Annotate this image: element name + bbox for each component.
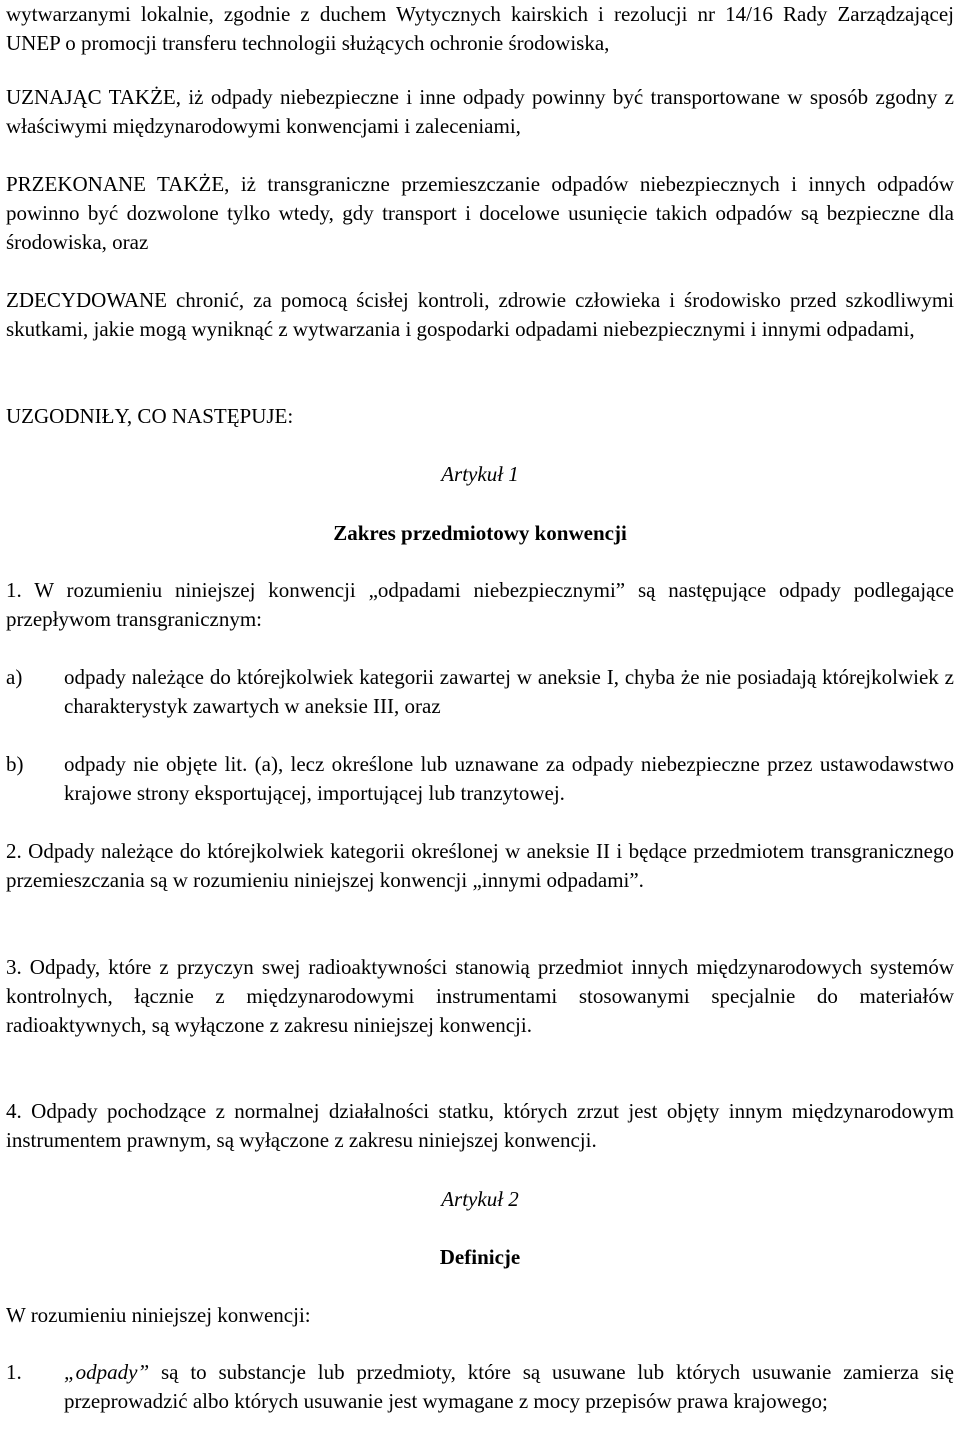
definition-1-term: „odpady” bbox=[64, 1360, 150, 1384]
article-2-number: Artykuł 2 bbox=[441, 1187, 519, 1211]
preamble-paragraph-3: PRZEKONANE TAKŻE, iż transgraniczne przemieszczanie odpadów niebezpiecznych i innych odpadów powinno być dozwolone tylko wtedy, gdy transport i docelowe usunięcie takich odpadów są bezpieczne dla środowiska, oraz bbox=[6, 172, 954, 254]
article-1-title: Zakres przedmiotowy konwencji bbox=[333, 521, 627, 545]
preamble-paragraph-1: wytwarzanymi lokalnie, zgodnie z duchem Wytycznych kairskich i rezolucji nr 14/16 Rady Zarządzającej UNEP o promocji transferu technologii służących ochronie środowiska, bbox=[6, 2, 954, 55]
item-a-text: odpady należące do którejkolwiek kategorii zawartej w aneksie I, chyba że nie posiadają którejkolwiek z charakterystyk zawartych w aneksie III, oraz bbox=[64, 665, 954, 718]
article-2-intro: W rozumieniu niniejszej konwencji: bbox=[6, 1303, 311, 1327]
article-1-item-b bbox=[6, 750, 954, 808]
article-1-item-a bbox=[6, 663, 954, 721]
article-1-number: Artykuł 1 bbox=[441, 462, 519, 486]
article-2-title: Definicje bbox=[439, 1245, 521, 1269]
definition-1-text: są to substancje lub przedmioty, które są usuwane lub których usuwanie zamierza się przeprowadzić albo których usuwanie jest wymagane z mocy przepisów prawa krajowego; bbox=[64, 1360, 954, 1413]
preamble-paragraph-4: ZDECYDOWANE chronić, za pomocą ścisłej kontroli, zdrowie człowieka i środowisko przed szkodliwymi skutkami, jakie mogą wyniknąć z wytwarzania i gospodarki odpadami niebezpiecznymi i innymi odpadami, bbox=[6, 288, 954, 341]
item-b-label: b) bbox=[6, 752, 24, 776]
preamble-paragraph-2: UZNAJĄC TAKŻE, iż odpady niebezpieczne i inne odpady powinny być transportowane w sposób zgodny z właściwymi międzynarodowymi konwencjami i zaleceniami, bbox=[6, 85, 954, 138]
definition-1-label: 1. bbox=[6, 1360, 22, 1384]
article-1-paragraph-2: 2. Odpady należące do którejkolwiek kategorii określonej w aneksie II i będące przedmiotem transgranicznego przemieszczania są w rozumieniu niniejszej konwencji „innymi odpadami”. bbox=[6, 839, 954, 892]
article-1-paragraph-4: 4. Odpady pochodzące z normalnej działalności statku, których zrzut jest objęty innym międzynarodowym instrumentem prawnym, są wyłączone z zakresu niniejszej konwencji. bbox=[6, 1099, 954, 1152]
definition-1-body bbox=[64, 1358, 954, 1416]
article-2-definition-1 bbox=[6, 1358, 954, 1416]
item-a-label: a) bbox=[6, 665, 23, 689]
item-b-text: odpady nie objęte lit. (a), lecz określone lub uznawane za odpady niebezpieczne przez ustawodawstwo krajowe strony eksportującej, importującej lub tranzytowej. bbox=[64, 752, 954, 805]
article-1-paragraph-1: 1. W rozumieniu niniejszej konwencji „odpadami niebezpiecznymi” są następujące odpady podlegające przepływom transgranicznym: bbox=[6, 578, 954, 631]
article-1-paragraph-3: 3. Odpady, które z przyczyn swej radioaktywności stanowią przedmiot innych międzynarodowych systemów kontrolnych, łącznie z międzynarodowymi instrumentami stosowanymi specjalnie do materiałów radioaktywnych, są wyłączone z zakresu niniejszej konwencji. bbox=[6, 955, 954, 1037]
preamble-agreed-clause: UZGODNIŁY, CO NASTĘPUJE: bbox=[6, 404, 294, 428]
